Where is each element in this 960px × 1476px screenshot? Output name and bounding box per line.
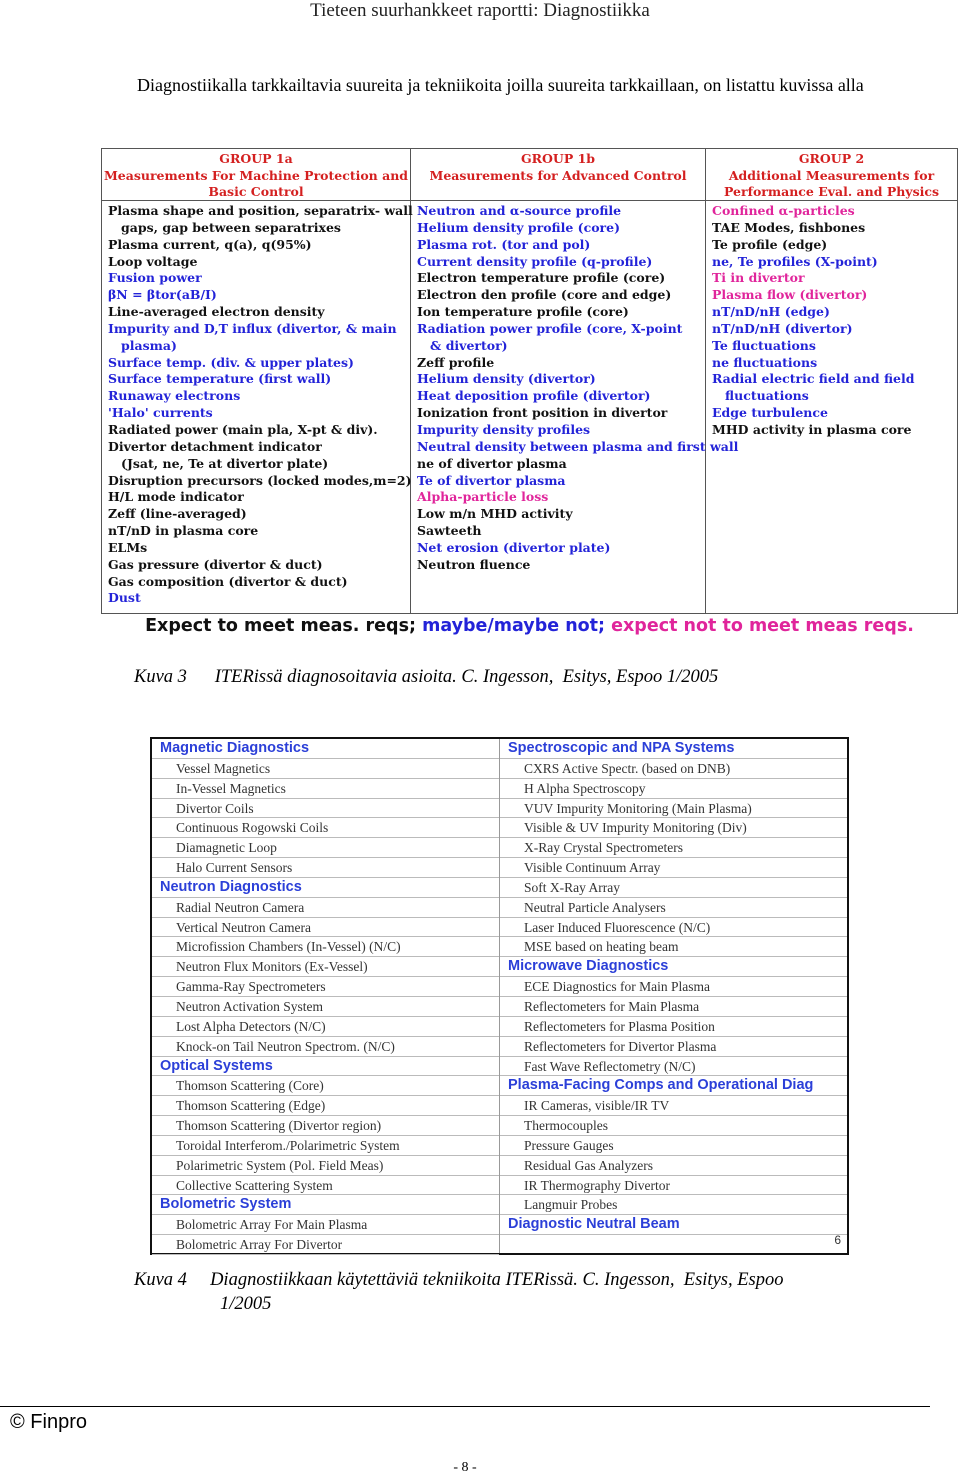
measurement-item: plasma) (108, 337, 177, 353)
measurement-item: Impurity density profiles (417, 421, 591, 437)
diagnostic-group-heading: Magnetic Diagnostics (152, 739, 499, 759)
measurement-item: Helium density (divertor) (417, 371, 596, 387)
column-head-line: GROUP 2 (798, 151, 865, 166)
measurement-item: βN = βtor(aB/I) (108, 287, 217, 303)
measurement-item: nT/nD/nH (divertor) (712, 320, 853, 336)
diagnostic-item: Thomson Scattering (Divertor region) (152, 1116, 499, 1136)
column-head-line: GROUP 1a (219, 151, 293, 166)
diagnostic-group-heading: Diagnostic Neutral Beam (500, 1215, 847, 1235)
group-1a-items (102, 201, 413, 607)
diagnostic-item: Thomson Scattering (Edge) (152, 1096, 499, 1116)
measurement-item: nT/nD/nH (edge) (712, 304, 830, 320)
diagnostic-item: Vessel Magnetics (152, 759, 499, 779)
measurement-item: Radiated power (main pla, X-pt & div). (108, 421, 378, 437)
column-head-line: Additional Measurements for (728, 167, 935, 183)
diagnostic-item: Neutron Flux Monitors (Ex-Vessel) (152, 957, 499, 977)
caption-text: ITERissä diagnosoitavia asioita. C. Ingesson, Esitys, Espoo 1/2005 (214, 667, 719, 687)
measurement-item: H/L mode indicator (108, 489, 244, 505)
measurement-item: fluctuations (712, 388, 809, 404)
caption-label: Kuva 3 (134, 667, 187, 687)
measurement-item: Radial electric field and field (712, 371, 915, 387)
measurement-item: ne of divertor plasma (417, 455, 567, 471)
diagnostic-group-heading: Bolometric System (152, 1195, 499, 1215)
diagnostic-item: ECE Diagnostics for Main Plasma (500, 977, 847, 997)
diagnostic-item: Reflectometers for Plasma Position (500, 1017, 847, 1037)
measurement-item: Loop voltage (108, 253, 198, 269)
measurement-item: Disruption precursors (locked modes,m=2) (108, 472, 412, 488)
diagnostic-item: CXRS Active Spectr. (based on DNB) (500, 759, 847, 779)
measurement-item: Heat deposition profile (divertor) (417, 388, 651, 404)
group-2-items (706, 201, 957, 439)
diagnostic-item: Gamma-Ray Spectrometers (152, 977, 499, 997)
diagnostic-item: Neutral Particle Analysers (500, 898, 847, 918)
diagnostic-item: Reflectometers for Main Plasma (500, 997, 847, 1017)
measurement-item: Alpha-particle loss (417, 489, 549, 505)
diagnostic-group-heading: Plasma-Facing Comps and Operational Diag (500, 1076, 847, 1096)
column-head-line: GROUP 1b (520, 151, 596, 166)
caption-label: Kuva 4 (134, 1270, 187, 1290)
measurement-item: Low m/n MHD activity (417, 506, 573, 522)
diagnostic-item: Continuous Rogowski Coils (152, 818, 499, 838)
column-head-line: Basic Control (208, 184, 304, 199)
intro-paragraph: Diagnostiikalla tarkkailtavia suureita ja tekniikoita joilla suureita tarkkaillaan, on listattu kuvissa alla (137, 75, 864, 95)
diagnostic-item: H Alpha Spectroscopy (500, 779, 847, 799)
measurement-item: Sawteeth (417, 523, 482, 539)
measurement-item: MHD activity in plasma core (712, 421, 912, 437)
diagnostic-item: Polarimetric System (Pol. Field Meas) (152, 1156, 499, 1176)
measurement-item: (Jsat, ne, Te at divertor plate) (108, 455, 329, 471)
diagnostic-item: IR Cameras, visible/IR TV (500, 1096, 847, 1116)
figure-3-caption (134, 665, 718, 689)
measurement-item: Radiation power profile (core, X-point (417, 320, 683, 336)
diagnostic-group-heading: Microwave Diagnostics (500, 957, 847, 977)
diagnostic-item: Vertical Neutron Camera (152, 918, 499, 938)
footer-rule (0, 1406, 930, 1407)
measurement-item: ELMs (108, 539, 148, 555)
column-head-line: Performance Eval. and Physics (723, 184, 940, 199)
diagnostic-item: Microfission Chambers (In-Vessel) (N/C) (152, 937, 499, 957)
measurement-item: & divertor) (417, 337, 508, 353)
measurement-item: Net erosion (divertor plate) (417, 539, 611, 555)
figure-3-table (101, 148, 958, 614)
measurement-item: Fusion power (108, 270, 202, 286)
diagnostic-item: Fast Wave Reflectometry (N/C) (500, 1057, 847, 1077)
diagnostic-item: Diamagnetic Loop (152, 838, 499, 858)
group-1b-items (411, 201, 739, 574)
figure-4-right-column (500, 739, 847, 1235)
diagnostic-item: Halo Current Sensors (152, 858, 499, 878)
measurement-item: Divertor detachment indicator (108, 438, 322, 454)
measurement-item: Electron den profile (core and edge) (417, 287, 672, 303)
figure-4-caption-line2: 1/2005 (220, 1294, 272, 1314)
measurement-item: Gas composition (divertor & duct) (108, 573, 348, 589)
measurement-item: nT/nD in plasma core (108, 523, 259, 539)
page-number: - 8 - (453, 1460, 477, 1475)
diagnostic-item: Visible Continuum Array (500, 858, 847, 878)
measurement-item: Neutral density between plasma and first wall (417, 438, 739, 454)
diagnostic-item: MSE based on heating beam (500, 937, 847, 957)
diagnostic-item: Divertor Coils (152, 799, 499, 819)
diagnostic-group-heading: Neutron Diagnostics (152, 878, 499, 898)
diagnostic-item: IR Thermography Divertor (500, 1176, 847, 1196)
group-2-column (706, 149, 957, 613)
diagnostic-item: Bolometric Array For Divertor (152, 1235, 499, 1255)
diagnostic-item: Reflectometers for Divertor Plasma (500, 1037, 847, 1057)
diagnostic-item: VUV Impurity Monitoring (Main Plasma) (500, 799, 847, 819)
figure-4-left-column (152, 739, 500, 1253)
measurement-item: Surface temp. (div. & upper plates) (108, 354, 354, 370)
measurement-item: Gas pressure (divertor & duct) (108, 556, 323, 572)
measurement-item: Impurity and D,T influx (divertor, & main (108, 320, 397, 336)
figure-4-table (150, 737, 849, 1255)
slide-number: 6 (834, 1233, 841, 1247)
diagnostic-item: Residual Gas Analyzers (500, 1156, 847, 1176)
measurement-item: ne, Te profiles (X-point) (712, 253, 878, 269)
measurement-item: Zeff profile (417, 354, 495, 370)
legend-not-meet: expect not to meet meas reqs. (605, 616, 914, 636)
measurement-item: Current density profile (q-profile) (417, 253, 653, 269)
group-1b-column (411, 149, 739, 613)
figure-3-legend (101, 614, 958, 638)
measurement-item: Electron temperature profile (core) (417, 270, 666, 286)
column-head-line: Measurements For Machine Protection and (103, 167, 409, 183)
group-2-head (706, 149, 957, 201)
diagnostic-item: Visible & UV Impurity Monitoring (Div) (500, 818, 847, 838)
measurement-item: Plasma current, q(a), q(95%) (108, 236, 312, 252)
diagnostic-item: In-Vessel Magnetics (152, 779, 499, 799)
diagnostic-item: Thomson Scattering (Core) (152, 1076, 499, 1096)
group-1b-head (411, 149, 705, 201)
diagnostic-group-heading: Optical Systems (152, 1057, 499, 1077)
measurement-item: Neutron fluence (417, 556, 531, 572)
diagnostic-group-heading: Spectroscopic and NPA Systems (500, 739, 847, 759)
measurement-item: Dust (108, 590, 141, 606)
diagnostic-item: Neutron Activation System (152, 997, 499, 1017)
diagnostic-item: Toroidal Interferom./Polarimetric System (152, 1136, 499, 1156)
group-1a-column (102, 149, 411, 613)
column-head-line: Measurements for Advanced Control (429, 167, 687, 183)
diagnostic-item: Soft X-Ray Array (500, 878, 847, 898)
footer-copyright: © Finpro (10, 1411, 87, 1433)
legend-maybe: maybe/maybe not; (416, 616, 606, 636)
measurement-item: Runaway electrons (108, 388, 241, 404)
measurement-item: Plasma shape and position, separatrix- wall (108, 203, 413, 218)
running-header: Tieteen suurhankkeet raportti: Diagnostiikka (310, 0, 650, 21)
diagnostic-item: Knock-on Tail Neutron Spectrom. (N/C) (152, 1037, 499, 1057)
diagnostic-item: Lost Alpha Detectors (N/C) (152, 1017, 499, 1037)
diagnostic-item: Langmuir Probes (500, 1195, 847, 1215)
measurement-item: Te of divertor plasma (417, 472, 566, 488)
measurement-item: Edge turbulence (712, 405, 828, 421)
measurement-item: Te profile (edge) (712, 236, 828, 252)
measurement-item: Helium density profile (core) (417, 219, 621, 235)
diagnostic-item: Pressure Gauges (500, 1136, 847, 1156)
figure-4-caption (134, 1268, 783, 1292)
group-1a-head (102, 149, 410, 201)
measurement-item: Surface temperature (first wall) (108, 371, 332, 387)
diagnostic-item: Thermocouples (500, 1116, 847, 1136)
diagnostic-item: Laser Induced Fluorescence (N/C) (500, 918, 847, 938)
measurement-item: Plasma rot. (tor and pol) (417, 236, 591, 252)
measurement-item: Te fluctuations (712, 337, 816, 353)
measurement-item: Plasma flow (divertor) (712, 287, 868, 303)
measurement-item: Confined α-particles (712, 203, 855, 218)
measurement-item: ne fluctuations (712, 354, 818, 370)
diagnostic-item: Radial Neutron Camera (152, 898, 499, 918)
measurement-item: Ti in divertor (712, 270, 805, 286)
caption-text: Diagnostiikkaan käytettäviä tekniikoita ITERissä. C. Ingesson, Esitys, Espoo (210, 1270, 784, 1290)
diagnostic-item: Collective Scattering System (152, 1176, 499, 1196)
measurement-item: Ionization front position in divertor (417, 405, 668, 421)
diagnostic-item: X-Ray Crystal Spectrometers (500, 838, 847, 858)
measurement-item: Line-averaged electron density (108, 304, 325, 320)
diagnostic-item: Bolometric Array For Main Plasma (152, 1215, 499, 1235)
legend-meet: Expect to meet meas. reqs; (145, 616, 416, 636)
measurement-item: Zeff (line-averaged) (108, 506, 247, 522)
measurement-item: gaps, gap between separatrixes (108, 219, 341, 235)
measurement-item: Neutron and α-source profile (417, 203, 622, 218)
measurement-item: Ion temperature profile (core) (417, 304, 629, 320)
measurement-item: 'Halo' currents (108, 405, 213, 421)
measurement-item: TAE Modes, fishbones (712, 219, 866, 235)
